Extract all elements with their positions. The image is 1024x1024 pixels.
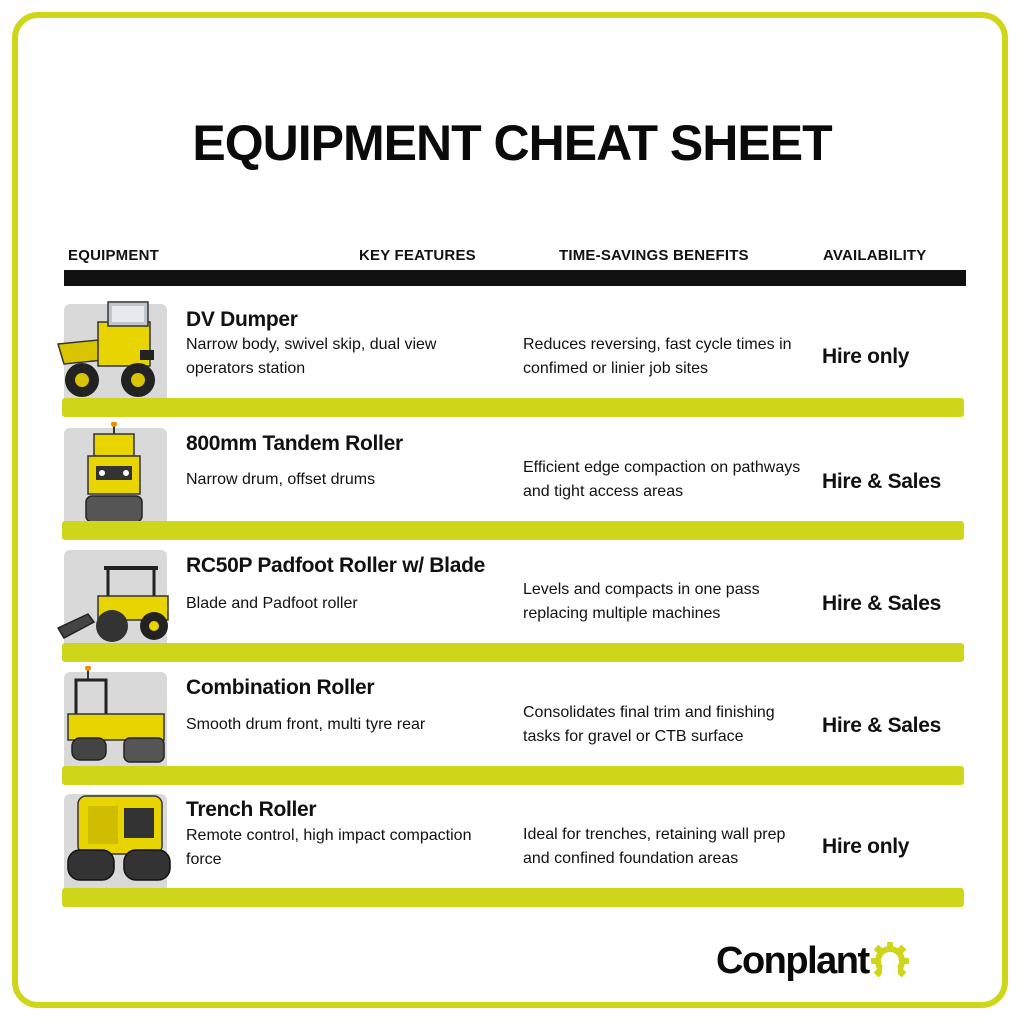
availability: Hire & Sales	[822, 592, 941, 615]
logo-text: Conplant	[716, 939, 869, 982]
availability: Hire & Sales	[822, 470, 941, 493]
time-savings-benefits: Reduces reversing, fast cycle times in confimed or linier job sites	[523, 336, 792, 377]
padfoot-roller-image	[64, 550, 167, 649]
key-features: Remote control, high impact compaction force	[186, 827, 472, 868]
equipment-name: DV Dumper	[186, 308, 298, 331]
key-features: Narrow body, swivel skip, dual view operators station	[186, 336, 437, 377]
dumper-image	[64, 304, 167, 403]
padfoot-roller-icon	[54, 544, 178, 656]
equipment-name: RC50P Padfoot Roller w/ Blade	[186, 554, 485, 577]
row-accent-bar	[62, 521, 964, 540]
availability: Hire only	[822, 345, 910, 368]
key-features: Blade and Padfoot roller	[186, 595, 358, 612]
row-accent-bar	[62, 766, 964, 785]
equipment-row-dv-dumper	[0, 300, 1024, 420]
key-features: Narrow drum, offset drums	[186, 471, 376, 488]
time-savings-benefits: Ideal for trenches, retaining wall prep and confined foundation areas	[523, 826, 786, 867]
row-accent-bar	[62, 888, 964, 907]
header-availability: AVAILABILITY	[823, 247, 927, 264]
equipment-name: Trench Roller	[186, 798, 317, 821]
combination-roller-image	[64, 672, 167, 771]
tandem-roller-icon	[54, 422, 178, 534]
header-divider	[64, 270, 966, 286]
equipment-name: Combination Roller	[186, 676, 375, 699]
combination-roller-icon	[54, 666, 178, 778]
equipment-row-combination-roller	[0, 668, 1024, 788]
trench-roller-image	[64, 794, 167, 893]
conplant-logo	[716, 936, 910, 986]
header-time-savings-benefits: TIME-SAVINGS BENEFITS	[559, 247, 749, 264]
availability: Hire only	[822, 835, 910, 858]
availability: Hire & Sales	[822, 714, 941, 737]
header-equipment: EQUIPMENT	[68, 247, 159, 264]
equipment-name: 800mm Tandem Roller	[186, 432, 403, 455]
gear-icon	[870, 941, 910, 981]
trench-roller-icon	[54, 788, 178, 900]
time-savings-benefits: Efficient edge compaction on pathways and tight access areas	[523, 459, 801, 500]
time-savings-benefits: Consolidates final trim and finishing tasks for gravel or CTB surface	[523, 704, 775, 745]
tandem-roller-image	[64, 428, 167, 527]
header-key-features: KEY FEATURES	[359, 247, 476, 264]
row-accent-bar	[62, 398, 964, 417]
equipment-row-padfoot-roller	[0, 546, 1024, 666]
page-title: EQUIPMENT CHEAT SHEET	[192, 115, 832, 171]
dumper-icon	[54, 298, 178, 410]
key-features: Smooth drum front, multi tyre rear	[186, 716, 426, 733]
time-savings-benefits: Levels and compacts in one pass replacing multiple machines	[523, 581, 760, 622]
row-accent-bar	[62, 643, 964, 662]
equipment-row-trench-roller	[0, 790, 1024, 910]
equipment-row-tandem-roller	[0, 424, 1024, 544]
